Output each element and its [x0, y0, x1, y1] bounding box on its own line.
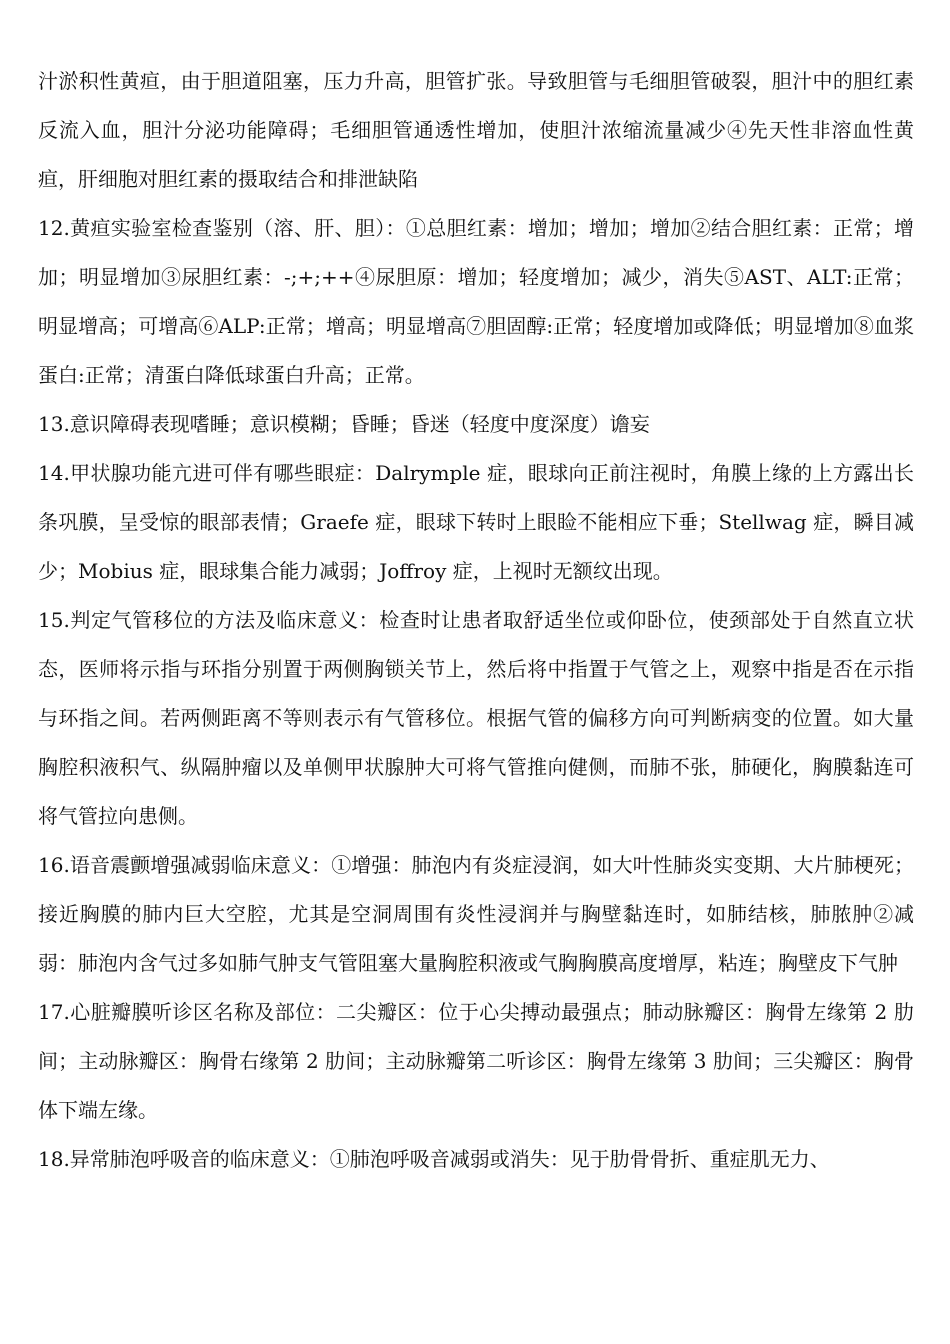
paragraph-jaundice-continued: 汁淤积性黄疸，由于胆道阻塞，压力升高，胆管扩张。导致胆管与毛细胆管破裂，胆汁中的胆红素反流入血，胆汁分泌功能障碍；毛细胆管通透性增加，使胆汁浓缩流量减少④先天性非溶血性黄疸，肝细胞对胆红素的摄取结合和排泄缺陷 — [38, 69, 914, 191]
paragraph-15-tracheal-deviation: 15.判定气管移位的方法及临床意义：检查时让患者取舒适坐位或仰卧位，使颈部处于自然直立状态，医师将示指与环指分别置于两侧胸锁关节上，然后将中指置于气管之上，观察中指是否在示指与环指之间。若两侧距离不等则表示有气管移位。根据气管的偏移方向可判断病变的位置。如大量胸腔积液积气、纵隔肿瘤以及单侧甲状腺肿大可将气管推向健侧，而肺不张，肺硬化，胸膜黏连可将气管拉向患侧。 — [38, 608, 914, 828]
paragraph-14-hyperthyroid-eye-signs: 14.甲状腺功能亢进可伴有哪些眼症：Dalrymple 症，眼球向正前注视时，角膜上缘的上方露出长条巩膜，呈受惊的眼部表情；Graefe 症，眼球下转时上眼睑不能相应下垂；Stellwag 症，瞬目减少；Mobius 症，眼球集合能力减弱；Joffroy 症，上视时无额纹出现。 — [38, 461, 914, 583]
paragraph-16-vocal-fremitus: 16.语音震颤增强减弱临床意义：①增强：肺泡内有炎症浸润，如大叶性肺炎实变期、大片肺梗死；接近胸膜的肺内巨大空腔，尤其是空洞周围有炎性浸润并与胸壁黏连时，如肺结核，肺脓肿②减弱：肺泡内含气过多如肺气肿支气管阻塞大量胸腔积液或气胸胸膜高度增厚，粘连；胸壁皮下气肿 — [38, 853, 914, 975]
document-page — [38, 57, 914, 1184]
paragraph-12-jaundice-lab-tests: 12.黄疸实验室检查鉴别（溶、肝、胆）：①总胆红素：增加；增加；增加②结合胆红素：正常；增加；明显增加③尿胆红素：-;+;++④尿胆原：增加；轻度增加；减少，消失⑤AST、ALT:正常；明显增高；可增高⑥ALP:正常；增高；明显增高⑦胆固醇:正常；轻度增加或降低；明显增加⑧血浆蛋白:正常；清蛋白降低球蛋白升高；正常。 — [38, 216, 914, 387]
paragraph-13-consciousness-disorders: 13.意识障碍表现嗜睡；意识模糊；昏睡；昏迷（轻度中度深度）谵妄 — [38, 412, 650, 436]
paragraph-17-valve-auscultation-areas: 17.心脏瓣膜听诊区名称及部位：二尖瓣区：位于心尖搏动最强点；肺动脉瓣区：胸骨左缘第 2 肋间；主动脉瓣区：胸骨右缘第 2 肋间；主动脉瓣第二听诊区：胸骨左缘第 3 肋间；三尖瓣区：胸骨体下端左缘。 — [38, 1000, 914, 1122]
paragraph-18-abnormal-breath-sounds: 18.异常肺泡呼吸音的临床意义：①肺泡呼吸音减弱或消失：见于肋骨骨折、重症肌无力、 — [38, 1147, 830, 1171]
